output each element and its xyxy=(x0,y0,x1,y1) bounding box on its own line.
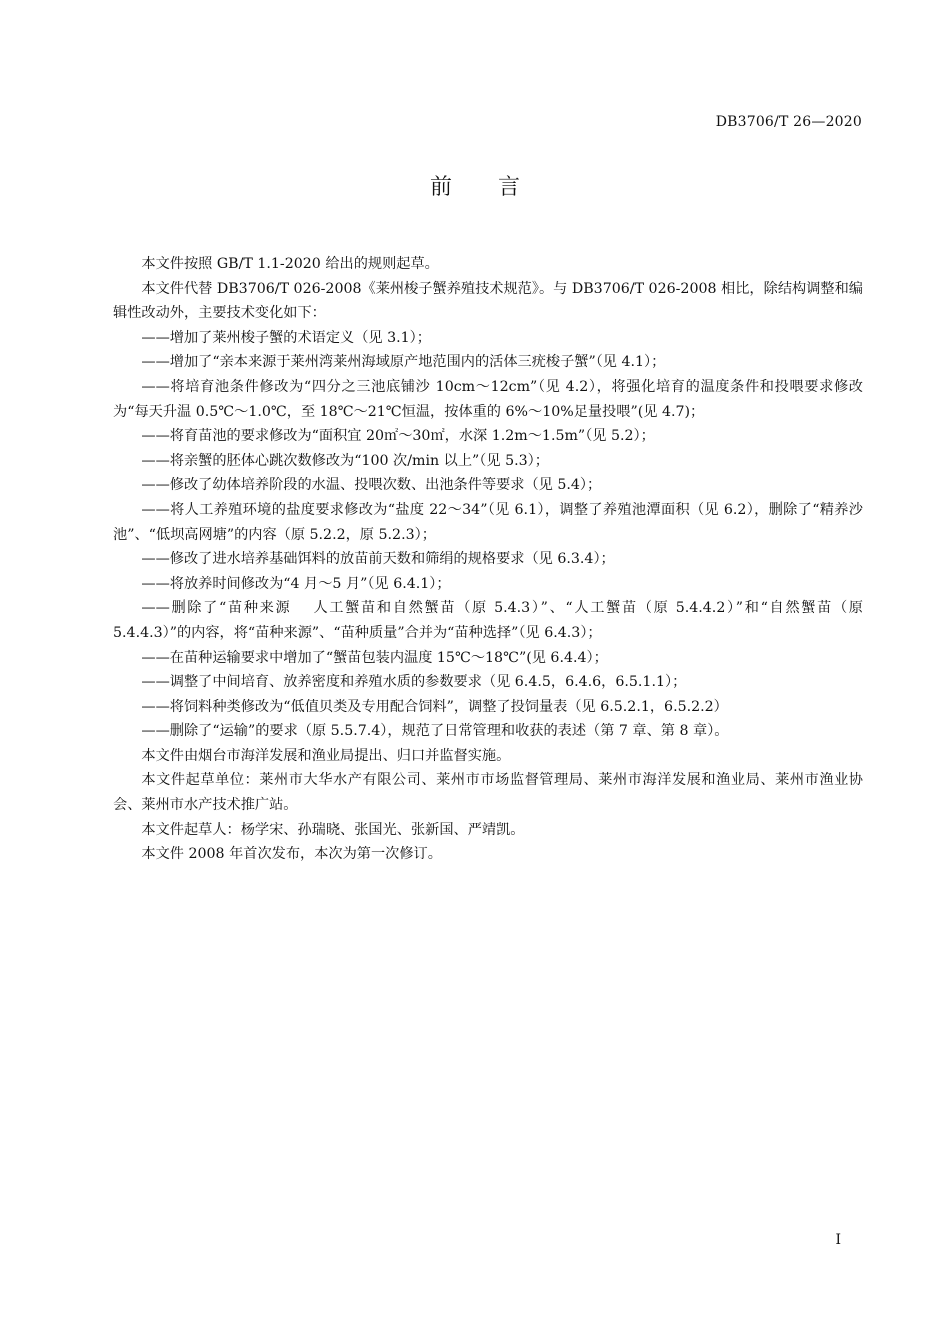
change-item: ——修改了幼体培养阶段的水温、投喂次数、出池条件等要求（见 5.4）； xyxy=(141,477,602,494)
change-item: ——删除了“运输”的要求（原 5.5.7.4），规范了日常管理和收获的表述（第 7 章、第 8 章）。 xyxy=(141,723,729,740)
change-item: ——将亲蟹的胚体心跳次数修改为“100 次/min 以上”（见 5.3）； xyxy=(141,452,549,469)
paragraph: 本文件按照 GB/T 1.1-2020 给出的规则起草。 xyxy=(141,256,439,272)
change-item: ——将培育池条件修改为“四分之三池底铺沙 10cm～12cm”（见 4.2），将强化培育的温度条件和投喂要求修改为“每天升温 0.5℃～1.0℃，至 18℃～21℃恒温，按体重的 6%～10%足量投喂”(见 4.7)； xyxy=(113,378,863,420)
page-number: I xyxy=(835,1232,841,1248)
change-item: ——将饲料种类修改为“低值贝类及专用配合饲料”，调整了投饲量表（见 6.5.2.1，6.5.2.2） xyxy=(141,698,728,715)
paragraph: 本文件 2008 年首次发布，本次为第一次修订。 xyxy=(141,846,442,863)
change-item: ——将育苗池的要求修改为“面积宜 20㎡～30㎡，水深 1.2m～1.5m”（见 5.2）； xyxy=(141,428,655,445)
paragraph: 本文件由烟台市海洋发展和渔业局提出、归口并监督实施。 xyxy=(141,747,511,764)
change-item: ——修改了进水培养基础饵料的放苗前天数和筛绢的规格要求（见 6.3.4）； xyxy=(141,551,615,568)
paragraph: 本文件起草人：杨学宋、孙瑞晓、张国光、张新国、严靖凯。 xyxy=(141,821,525,838)
paragraph: 本文件起草单位：莱州市大华水产有限公司、莱州市市场监督管理局、莱州市海洋发展和渔业局、莱州市渔业协会、莱州市水产技术推广站。 xyxy=(113,772,863,814)
change-item: ——增加了“亲本来源于莱州湾莱州海域原产地范围内的活体三疣梭子蟹”（见 4.1）； xyxy=(141,354,666,371)
document-code: DB3706/T 26—2020 xyxy=(715,114,862,130)
change-item: ——在苗种运输要求中增加了“蟹苗包装内温度 15℃～18℃”(见 6.4.4）； xyxy=(141,649,608,666)
change-item: ——调整了中间培育、放养密度和养殖水质的参数要求（见 6.4.5，6.4.6，6.5.1.1）； xyxy=(141,674,687,691)
change-item: ——增加了莱州梭子蟹的术语定义（见 3.1）； xyxy=(141,329,431,346)
section-title: 前言 xyxy=(429,175,566,200)
change-item: ——将放养时间修改为“4 月～5 月”（见 6.4.1）； xyxy=(141,575,451,592)
change-item: ——删除了“苗种来源 人工蟹苗和自然蟹苗（原 5.4.3）”、“人工蟹苗（原 5.4.4.2）”和“自然蟹苗（原 5.4.4.3）”的内容，将“苗种来源”、“苗种质量”合并为“苗种选择”（见 6.4.3）； xyxy=(113,600,863,641)
foreword-body xyxy=(113,252,863,867)
change-item: ——将人工养殖环境的盐度要求修改为“盐度 22～34”（见 6.1），调整了养殖池潭面积（见 6.2），删除了“精养沙池”、“低坝高网塘”的内容（原 5.2.2，原 5.2.3）； xyxy=(113,501,863,543)
paragraph: 本文件代替 DB3706/T 026-2008《莱州梭子蟹养殖技术规范》。与 DB3706/T 026-2008 相比，除结构调整和编辑性改动外，主要技术变化如下： xyxy=(113,280,863,322)
